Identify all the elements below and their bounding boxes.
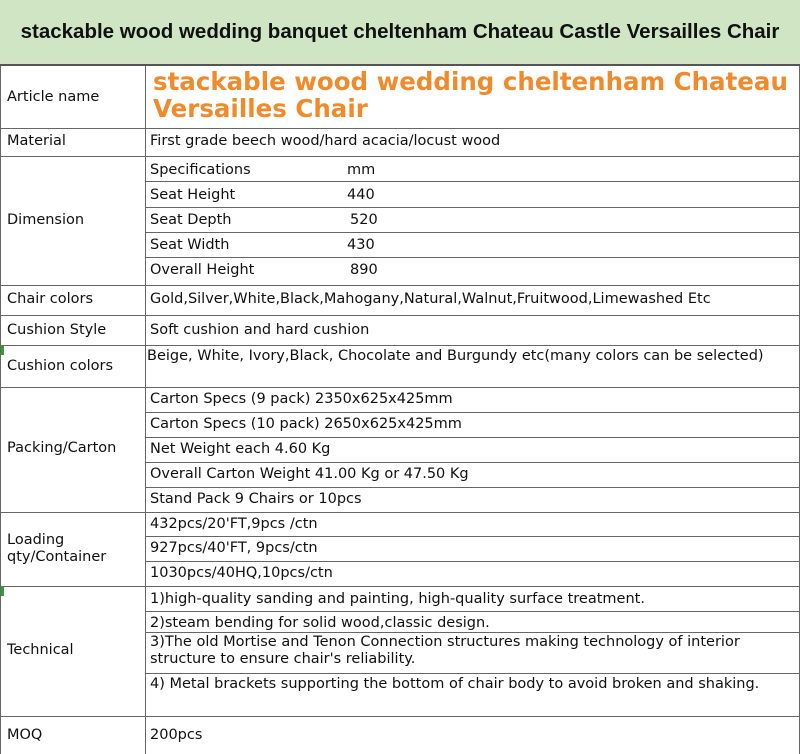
cushion-colors-value: Beige, White, Ivory,Black, Chocolate and Burgundy etc(many colors can be selected) <box>147 348 764 364</box>
dimension-label: Dimension <box>7 212 85 228</box>
dim-value: 440 <box>347 187 375 203</box>
row-material <box>1 128 800 156</box>
row-article <box>1 66 800 128</box>
article-value: stackable wood wedding cheltenham Chateau Versailles Chair <box>153 67 788 123</box>
loading-label-line1: Loading <box>7 532 65 548</box>
technical-line: 2)steam bending for solid wood,classic design. <box>150 615 490 631</box>
row-loading <box>1 512 800 586</box>
row-cushion-colors <box>1 345 800 387</box>
chair-colors-label: Chair colors <box>7 291 94 307</box>
technical-line: 4) Metal brackets supporting the bottom of chair body to avoid broken and shaking. <box>150 676 760 692</box>
dim-name: Seat Width <box>150 237 230 253</box>
moq-value: 200pcs <box>150 727 203 743</box>
material-value: First grade beech wood/hard acacia/locust wood <box>150 133 501 149</box>
row-chair-colors <box>1 285 800 315</box>
technical-line: 1)high-quality sanding and painting, high-quality surface treatment. <box>150 591 645 607</box>
row-technical <box>1 586 800 716</box>
dim-value: mm <box>347 162 376 178</box>
dim-name: Seat Height <box>150 187 236 203</box>
dim-value: 430 <box>347 237 375 253</box>
packing-line: Net Weight each 4.60 Kg <box>150 441 331 457</box>
page-title: stackable wood wedding banquet cheltenham Chateau Castle Versailles Chair <box>20 20 780 43</box>
dim-name: Specifications <box>150 162 251 178</box>
loading-line: 927pcs/40'FT, 9pcs/ctn <box>150 540 318 556</box>
row-cushion-style <box>1 315 800 345</box>
row-moq <box>1 716 800 754</box>
row-packing <box>1 387 800 512</box>
moq-label: MOQ <box>7 727 43 743</box>
dim-name: Seat Depth <box>150 212 232 228</box>
dim-name: Overall Height <box>150 262 255 278</box>
technical-label: Technical <box>7 642 74 658</box>
cushion-style-label: Cushion Style <box>7 322 107 338</box>
dim-value: 890 <box>350 262 378 278</box>
packing-line: Overall Carton Weight 41.00 Kg or 47.50 Kg <box>150 466 469 482</box>
loading-line: 1030pcs/40HQ,10pcs/ctn <box>150 565 333 581</box>
technical-line: 3)The old Mortise and Tenon Connection structures making technology of interior structure to ensure chair's reliability. <box>150 634 740 667</box>
dim-value: 520 <box>350 212 378 228</box>
packing-line: Carton Specs (9 pack) 2350x625x425mm <box>150 391 453 407</box>
loading-label-line2: qty/Container <box>7 549 107 565</box>
article-label: Article name <box>7 88 100 105</box>
loading-line: 432pcs/20'FT,9pcs /ctn <box>150 516 318 532</box>
chair-colors-value: Gold,Silver,White,Black,Mahogany,Natural,Walnut,Fruitwood,Limewashed Etc <box>150 291 711 307</box>
packing-label: Packing/Carton <box>7 440 117 456</box>
material-label: Material <box>7 133 66 149</box>
packing-line: Stand Pack 9 Chairs or 10pcs <box>150 491 362 507</box>
cushion-style-value: Soft cushion and hard cushion <box>150 322 370 338</box>
cushion-colors-label: Cushion colors <box>7 358 114 374</box>
row-dimension <box>1 156 800 285</box>
spec-table <box>0 66 800 754</box>
packing-line: Carton Specs (10 pack) 2650x625x425mm <box>150 416 462 432</box>
page-title-bar <box>0 0 800 66</box>
